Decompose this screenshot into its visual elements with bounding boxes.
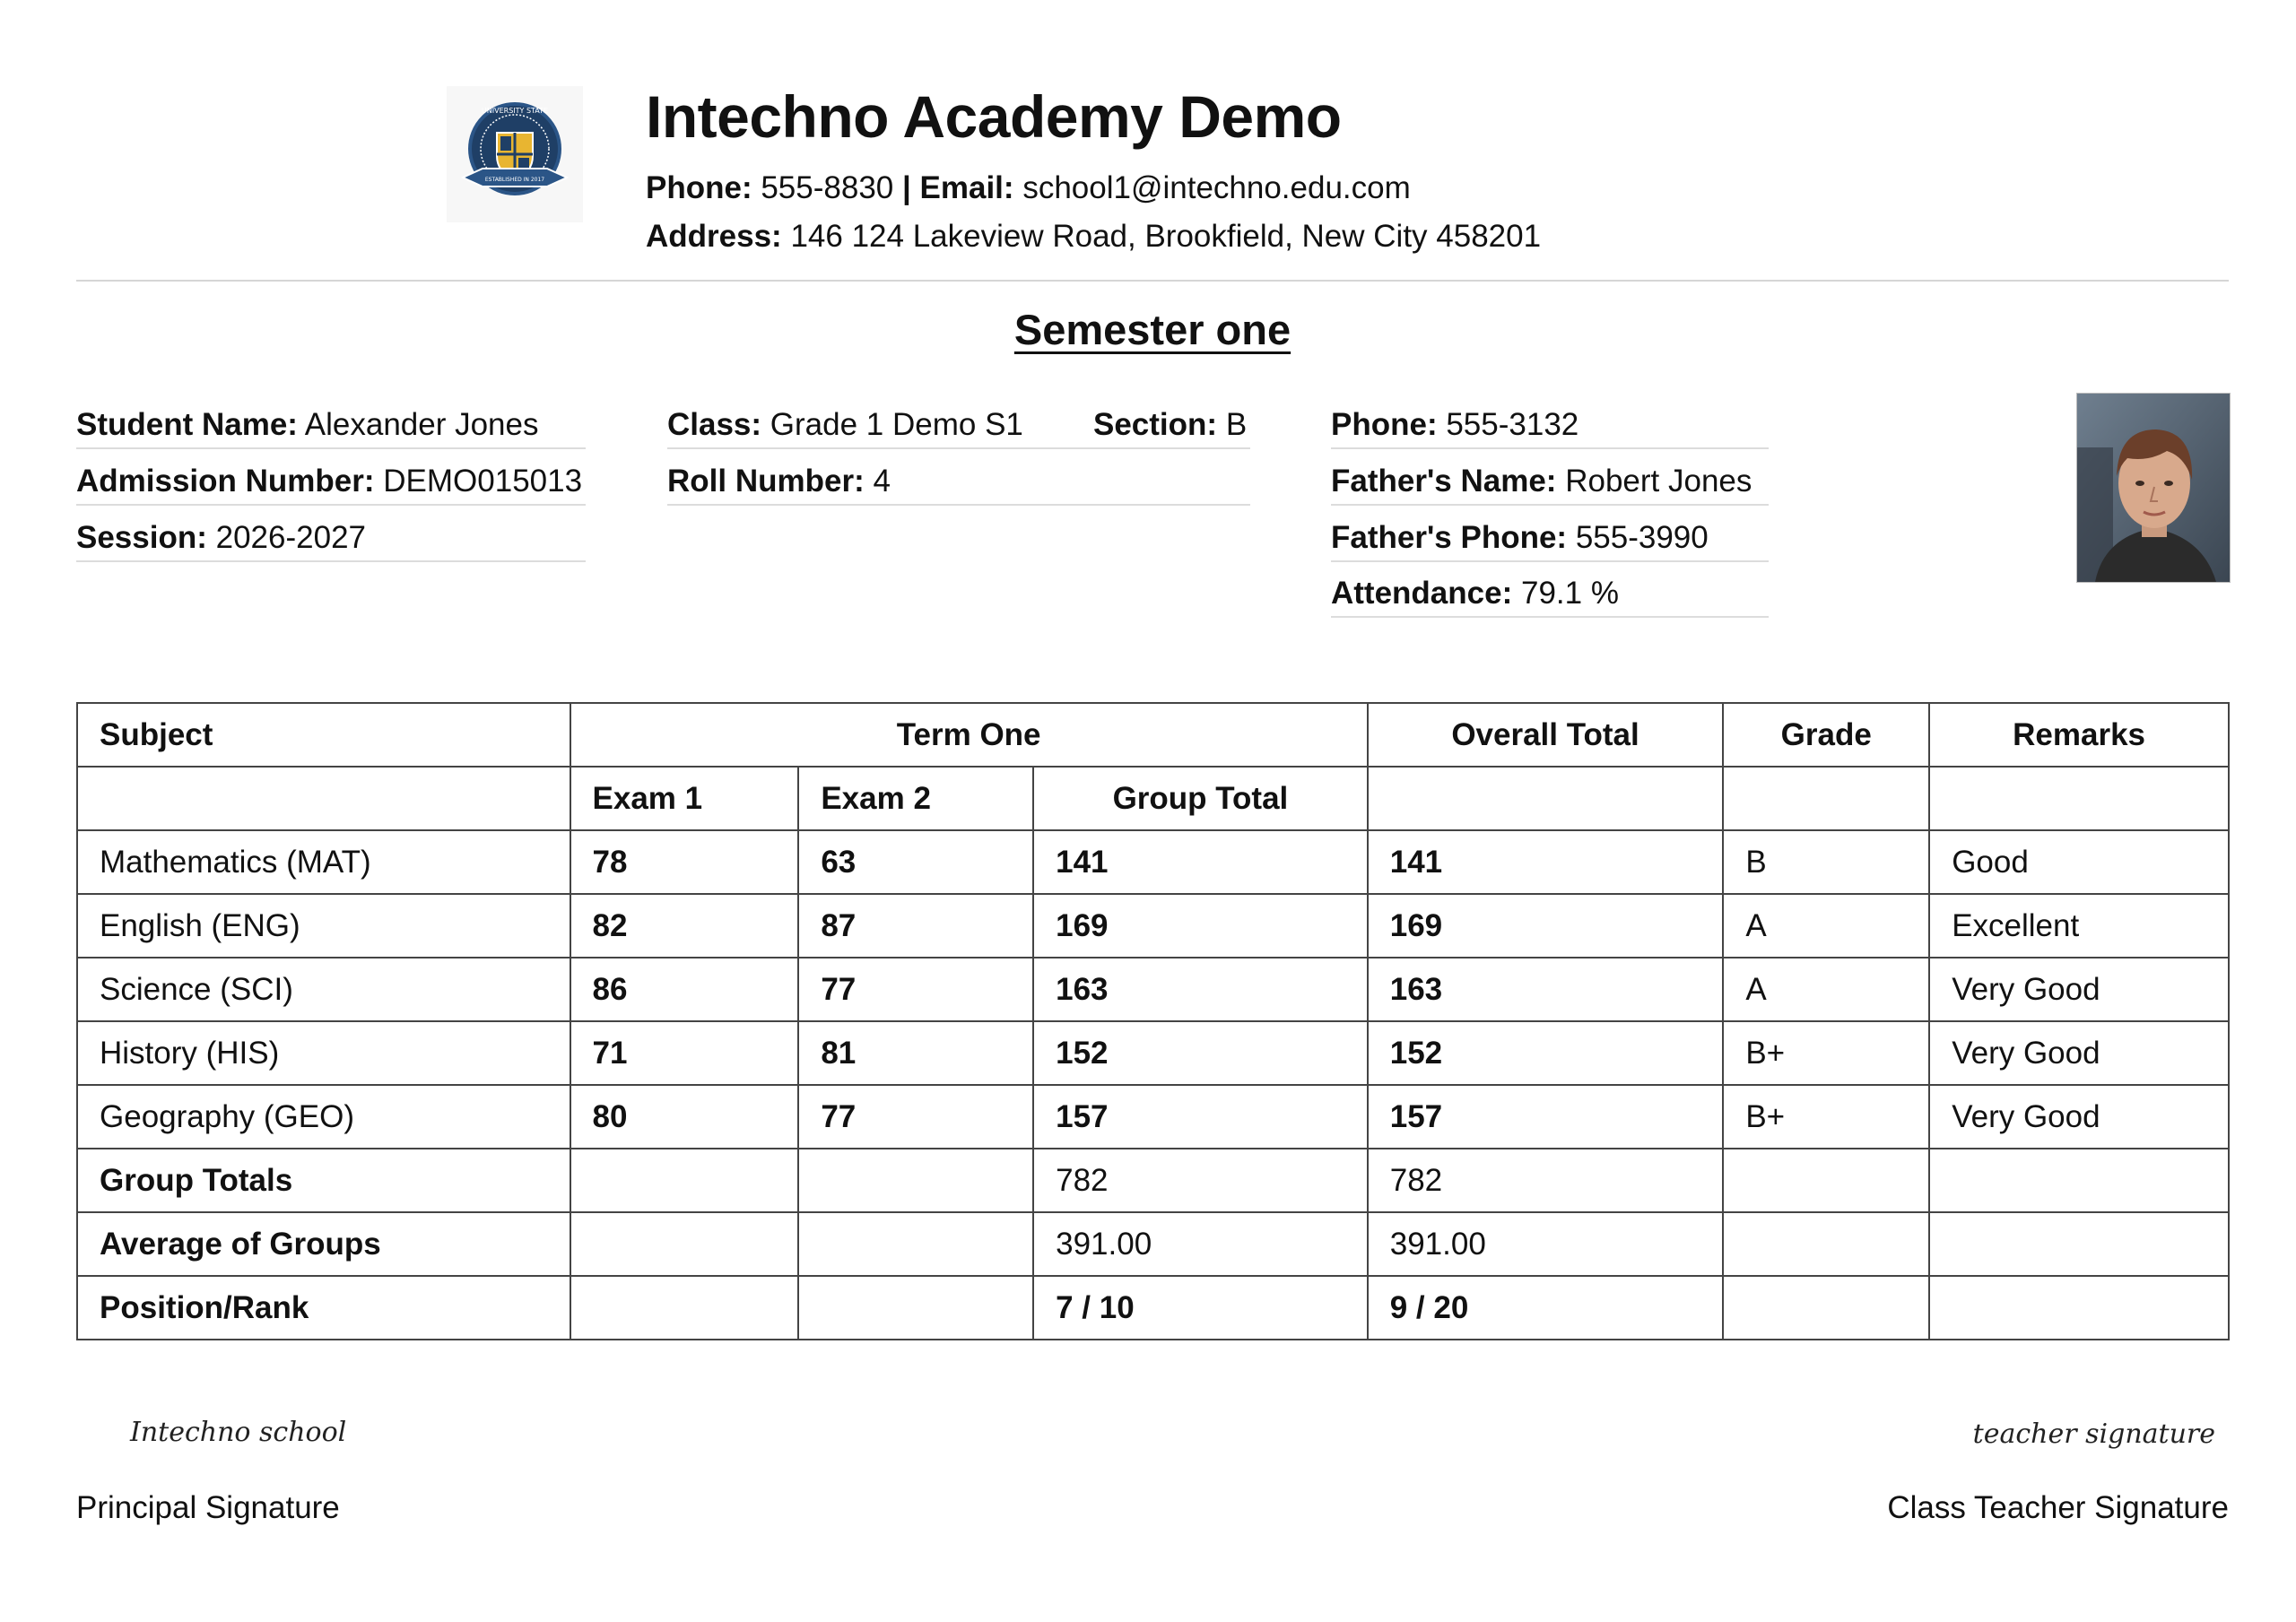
contact-separator: |: [902, 170, 911, 205]
empty-cell: [1723, 1212, 1929, 1276]
remarks-cell: Very Good: [1929, 1085, 2229, 1149]
remarks-cell: Very Good: [1929, 958, 2229, 1021]
exam2-cell: 77: [798, 1085, 1033, 1149]
exam2-header: Exam 2: [798, 767, 1033, 830]
overall-cell: 157: [1368, 1085, 1724, 1149]
subheader-row: [77, 767, 2229, 830]
grade-header: Grade: [1723, 703, 1929, 767]
group-total-cell: 163: [1033, 958, 1368, 1021]
principal-signature-script: Intechno school: [130, 1417, 347, 1448]
grade-cell: B+: [1723, 1021, 1929, 1085]
remarks-cell: Excellent: [1929, 894, 2229, 958]
student-phone-field: [1331, 405, 1769, 449]
father-phone-field: [1331, 518, 1769, 562]
exam1-header: Exam 1: [570, 767, 799, 830]
empty-cell: [1723, 767, 1929, 830]
school-email: school1@intechno.edu.com: [1022, 170, 1411, 205]
principal-signature-label: Principal Signature: [76, 1490, 340, 1525]
table-row: [77, 958, 2229, 1021]
semester-title: Semester one: [1013, 306, 1292, 353]
exam2-cell: 63: [798, 830, 1033, 894]
group-total-header: Group Total: [1033, 767, 1368, 830]
attendance-field: [1331, 574, 1769, 618]
summary-label: Position/Rank: [77, 1276, 570, 1340]
exam2-cell: 77: [798, 958, 1033, 1021]
summary-row: [77, 1212, 2229, 1276]
empty-cell: [1929, 1149, 2229, 1212]
section-label: Section:: [1093, 407, 1218, 442]
header-divider: [76, 280, 2229, 282]
exam2-cell: 87: [798, 894, 1033, 958]
subject-header: Subject: [77, 703, 570, 767]
empty-cell: [570, 1212, 799, 1276]
subject-cell: Science (SCI): [77, 958, 570, 1021]
exam2-cell: 81: [798, 1021, 1033, 1085]
table-row: [77, 894, 2229, 958]
admission-field: [76, 462, 586, 506]
roll-label: Roll Number:: [667, 464, 865, 499]
empty-cell: [1723, 1149, 1929, 1212]
school-address: [646, 219, 1541, 255]
student-name-label: Student Name:: [76, 407, 298, 442]
teacher-signature-script: teacher signature: [1972, 1418, 2215, 1450]
marks-table: [76, 702, 2230, 1340]
empty-cell: [570, 1276, 799, 1340]
term-header: Term One: [570, 703, 1368, 767]
empty-cell: [77, 767, 570, 830]
summary-label: Group Totals: [77, 1149, 570, 1212]
remarks-cell: Very Good: [1929, 1021, 2229, 1085]
group-total-cell: 157: [1033, 1085, 1368, 1149]
table-row: [77, 1085, 2229, 1149]
school-phone: 555-8830: [761, 170, 894, 205]
summary-label: Average of Groups: [77, 1212, 570, 1276]
student-photo: [2076, 393, 2231, 583]
class-value: Grade 1 Demo S1: [770, 407, 1023, 442]
remarks-header: Remarks: [1929, 703, 2229, 767]
svg-text:ESTABLISHED IN 2017: ESTABLISHED IN 2017: [484, 177, 545, 183]
university-crest-icon: [447, 86, 583, 222]
overall-cell: 163: [1368, 958, 1724, 1021]
exam1-cell: 71: [570, 1021, 799, 1085]
father-name-label: Father's Name:: [1331, 464, 1557, 499]
teacher-signature-label: Class Teacher Signature: [1887, 1490, 2229, 1525]
summary-overall: 9 / 20: [1368, 1276, 1724, 1340]
father-phone-label: Father's Phone:: [1331, 520, 1568, 555]
group-total-cell: 152: [1033, 1021, 1368, 1085]
address-label: Address:: [646, 219, 782, 254]
admission-value: DEMO015013: [383, 464, 583, 499]
admission-label: Admission Number:: [76, 464, 375, 499]
group-total-cell: 141: [1033, 830, 1368, 894]
student-name-field: [76, 405, 586, 449]
exam1-cell: 80: [570, 1085, 799, 1149]
grade-cell: B+: [1723, 1085, 1929, 1149]
group-total-cell: 169: [1033, 894, 1368, 958]
empty-cell: [1929, 767, 2229, 830]
father-name-field: [1331, 462, 1769, 506]
empty-cell: [1929, 1212, 2229, 1276]
father-name-value: Robert Jones: [1565, 464, 1752, 499]
summary-overall: 391.00: [1368, 1212, 1724, 1276]
overall-cell: 141: [1368, 830, 1724, 894]
session-label: Session:: [76, 520, 207, 555]
phone-label: Phone:: [646, 170, 752, 205]
empty-cell: [798, 1212, 1033, 1276]
grade-cell: A: [1723, 894, 1929, 958]
empty-cell: [1368, 767, 1724, 830]
overall-cell: 169: [1368, 894, 1724, 958]
empty-cell: [570, 1149, 799, 1212]
table-row: [77, 830, 2229, 894]
class-section-field: [667, 405, 1250, 449]
session-value: 2026-2027: [215, 520, 367, 555]
student-phone-value: 555-3132: [1446, 407, 1579, 442]
exam1-cell: 78: [570, 830, 799, 894]
exam1-cell: 82: [570, 894, 799, 958]
table-row: [77, 1021, 2229, 1085]
subject-cell: Geography (GEO): [77, 1085, 570, 1149]
grade-cell: B: [1723, 830, 1929, 894]
empty-cell: [798, 1276, 1033, 1340]
attendance-value: 79.1 %: [1520, 576, 1619, 611]
grade-cell: A: [1723, 958, 1929, 1021]
attendance-label: Attendance:: [1331, 576, 1513, 611]
summary-group-total: 7 / 10: [1033, 1276, 1368, 1340]
exam1-cell: 86: [570, 958, 799, 1021]
header-row: [77, 703, 2229, 767]
empty-cell: [798, 1149, 1033, 1212]
school-contact: [646, 170, 1411, 206]
roll-field: [667, 462, 1250, 506]
session-field: [76, 518, 586, 562]
summary-row: [77, 1149, 2229, 1212]
summary-overall: 782: [1368, 1149, 1724, 1212]
summary-group-total: 782: [1033, 1149, 1368, 1212]
address-value: 146 124 Lakeview Road, Brookfield, New City 458201: [790, 219, 1542, 254]
subject-cell: History (HIS): [77, 1021, 570, 1085]
email-label: Email:: [919, 170, 1014, 205]
student-phone-label: Phone:: [1331, 407, 1438, 442]
report-title: [0, 305, 2296, 354]
empty-cell: [1929, 1276, 2229, 1340]
section-group: [1093, 405, 1247, 445]
section-value: B: [1225, 407, 1248, 442]
summary-group-total: 391.00: [1033, 1212, 1368, 1276]
summary-row: [77, 1276, 2229, 1340]
svg-text:UNIVERSITY STATE: UNIVERSITY STATE: [481, 107, 549, 115]
roll-value: 4: [873, 464, 891, 499]
subject-cell: Mathematics (MAT): [77, 830, 570, 894]
student-name-value: Alexander Jones: [304, 407, 539, 442]
subject-cell: English (ENG): [77, 894, 570, 958]
father-phone-value: 555-3990: [1575, 520, 1709, 555]
class-label: Class:: [667, 407, 762, 442]
overall-header: Overall Total: [1368, 703, 1724, 767]
remarks-cell: Good: [1929, 830, 2229, 894]
overall-cell: 152: [1368, 1021, 1724, 1085]
school-name: Intechno Academy Demo: [646, 83, 1342, 150]
empty-cell: [1723, 1276, 1929, 1340]
